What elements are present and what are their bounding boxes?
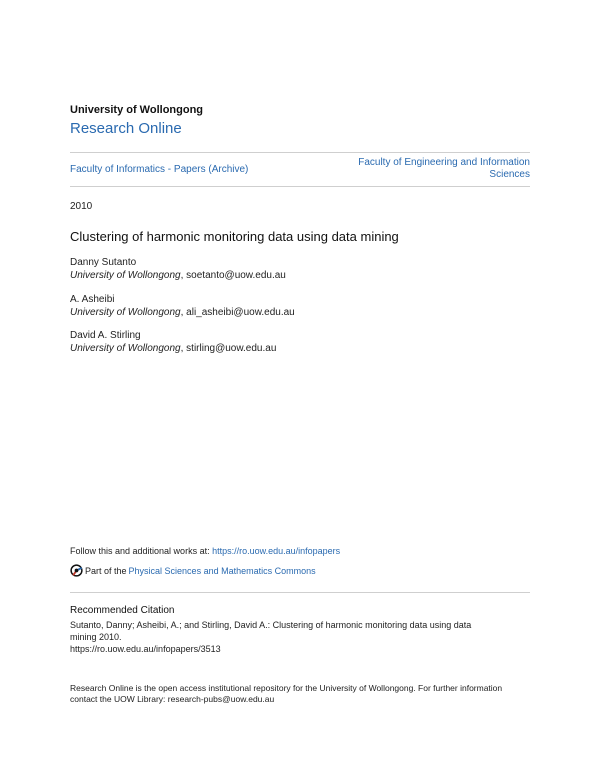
follow-line xyxy=(70,546,340,556)
divider-middle xyxy=(70,186,530,187)
citation-url[interactable]: https://ro.uow.edu.au/infopapers/3513 xyxy=(70,644,221,654)
university-name: University of Wollongong xyxy=(70,104,204,116)
author-email: stirling@uow.edu.au xyxy=(186,343,277,354)
commons-prefix: Part of the xyxy=(85,565,127,576)
divider-top xyxy=(70,152,530,153)
author-affiliation: University of Wollongong xyxy=(70,307,181,318)
paper-title: Clustering of harmonic monitoring data using data mining xyxy=(70,229,399,244)
citation-line: Sutanto, Danny; Asheibi, A.; and Stirling, David A.: Clustering of harmonic monitoring data using data xyxy=(70,620,472,630)
author-affiliation: University of Wollongong xyxy=(70,270,181,281)
author-email: soetanto@uow.edu.au xyxy=(186,270,286,281)
faculty-right-line1: Faculty of Engineering and Information xyxy=(358,157,530,168)
footer-line: Research Online is the open access institutional repository for the University of Wollongong. For further information xyxy=(70,683,503,693)
publication-year: 2010 xyxy=(70,201,93,212)
divider-bottom xyxy=(70,592,530,593)
faculty-link-left[interactable]: Faculty of Informatics - Papers (Archive) xyxy=(70,164,249,175)
author-name: Danny Sutanto xyxy=(70,257,137,268)
follow-link[interactable]: https://ro.uow.edu.au/infopapers xyxy=(212,546,341,556)
commons-link[interactable]: Physical Sciences and Mathematics Commons xyxy=(128,565,316,576)
author-affiliation: University of Wollongong xyxy=(70,343,181,354)
faculty-link-right[interactable] xyxy=(300,157,530,181)
footer-line: contact the UOW Library: research-pubs@uow.edu.au xyxy=(70,694,275,704)
commons-line xyxy=(70,564,316,577)
author-block: Danny Sutanto University of Wollongong, soetanto@uow.edu.au xyxy=(70,257,286,281)
author-name: A. Asheibi xyxy=(70,294,115,305)
repository-title[interactable]: Research Online xyxy=(70,120,182,137)
follow-text: Follow this and additional works at: xyxy=(70,546,213,556)
commons-network-icon xyxy=(70,564,83,577)
citation-text xyxy=(70,619,510,655)
citation-heading: Recommended Citation xyxy=(70,605,175,616)
citation-line: mining 2010. xyxy=(70,632,122,642)
author-block: David A. Stirling University of Wollongong, stirling@uow.edu.au xyxy=(70,330,277,354)
author-name: David A. Stirling xyxy=(70,330,141,341)
author-email: ali_asheibi@uow.edu.au xyxy=(186,307,295,318)
faculty-right-line2: Sciences xyxy=(489,169,530,180)
author-block: A. Asheibi University of Wollongong, ali_asheibi@uow.edu.au xyxy=(70,294,295,318)
footer-notice xyxy=(70,683,530,705)
